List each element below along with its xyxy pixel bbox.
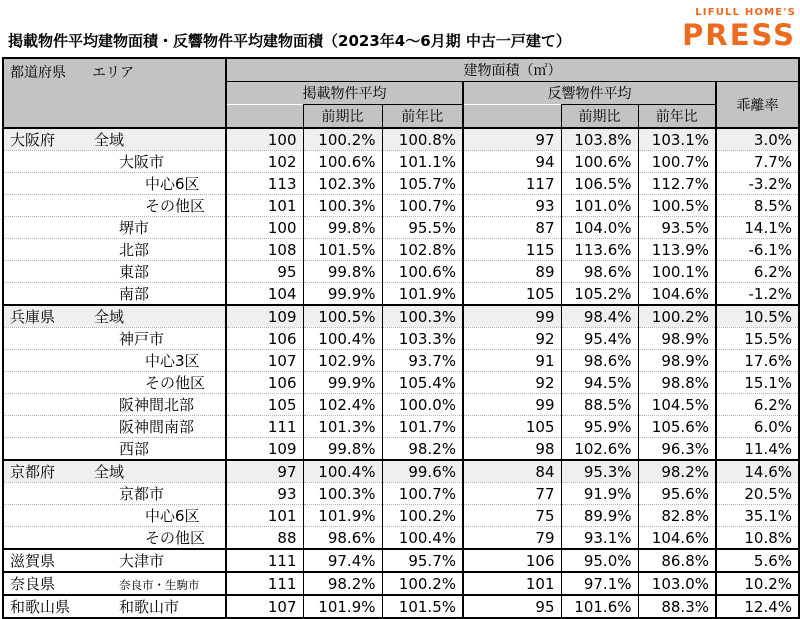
divergence-rate-value: 14.6% [716,460,799,483]
inquiry-avg-value: 115 [463,239,561,261]
inquiry-avg-value: 92 [463,372,561,394]
listed-qoq-value: 100.2% [303,128,382,151]
listed-avg-value: 101 [226,505,303,527]
listed-avg-value: 100 [226,217,303,239]
inquiry-qoq-value: 95.3% [561,460,638,483]
area-label: 南部 [119,285,150,303]
listed-avg-value: 108 [226,239,303,261]
area-label: 堺市 [119,219,150,237]
table-body [3,128,799,618]
listed-yoy-value: 101.7% [382,416,463,438]
listed-avg-value: 111 [226,416,303,438]
area-label: 東部 [119,263,150,281]
listed-yoy-header: 前年比 [382,105,463,129]
prefecture-area-cell [3,460,226,483]
inquiry-qoq-value: 95.9% [561,416,638,438]
prefecture-area-cell [3,350,226,372]
listed-qoq-value: 102.3% [303,173,382,195]
listed-qoq-value: 99.8% [303,261,382,283]
inquiry-avg-value: 101 [463,572,561,595]
table-row [3,283,799,306]
prefecture-label: 大阪府 [10,131,56,149]
prefecture-header-label: 都道府県 [10,65,66,81]
listed-qoq-value: 100.4% [303,460,382,483]
listed-yoy-value: 100.6% [382,261,463,283]
prefecture-area-cell [3,128,226,151]
inquiry-avg-value: 97 [463,128,561,151]
inquiry-qoq-value: 105.2% [561,283,638,306]
prefecture-area-cell [3,416,226,438]
listed-avg-value: 105 [226,394,303,416]
prefecture-area-cell [3,283,226,306]
listed-avg-value: 107 [226,350,303,372]
listed-yoy-value: 100.4% [382,527,463,550]
inquiry-avg-value: 75 [463,505,561,527]
area-label: 大阪市 [119,153,165,171]
prefecture-area-cell [3,483,226,505]
listed-yoy-value: 103.3% [382,328,463,350]
inquiry-yoy-value: 95.6% [638,483,716,505]
table-row [3,595,799,618]
inquiry-yoy-value: 103.1% [638,128,716,151]
listed-yoy-value: 100.7% [382,483,463,505]
table-row [3,328,799,350]
area-label: 全域 [94,131,125,149]
divergence-rate-value: 12.4% [716,595,799,618]
prefecture-area-cell [3,394,226,416]
listed-qoq-value: 101.9% [303,595,382,618]
listed-yoy-value: 100.7% [382,195,463,217]
prefecture-area-cell [3,195,226,217]
listed-qoq-value: 101.5% [303,239,382,261]
inquiry-yoy-value: 104.6% [638,527,716,550]
inquiry-avg-value: 99 [463,394,561,416]
divergence-rate-value: 10.5% [716,305,799,328]
listed-yoy-value: 100.3% [382,305,463,328]
inquiry-qoq-value: 103.8% [561,128,638,151]
divergence-rate-value: 6.2% [716,261,799,283]
table-row [3,173,799,195]
area-label: 北部 [119,241,150,259]
inquiry-yoy-value: 98.9% [638,350,716,372]
listed-qoq-value: 102.9% [303,350,382,372]
area-label: 中心6区 [145,175,200,193]
inquiry-qoq-value: 89.9% [561,505,638,527]
area-label: 全域 [94,463,125,481]
divergence-rate-value: 14.1% [716,217,799,239]
listed-qoq-value: 101.9% [303,505,382,527]
table-row [3,572,799,595]
inquiry-avg-value: 105 [463,416,561,438]
table-row [3,217,799,239]
divergence-rate-value: -6.1% [716,239,799,261]
listed-qoq-value: 100.4% [303,328,382,350]
listed-yoy-value: 100.8% [382,128,463,151]
table-row [3,239,799,261]
inquiry-qoq-value: 104.0% [561,217,638,239]
listed-yoy-value: 100.2% [382,572,463,595]
area-label: その他区 [145,197,206,215]
prefecture-label: 京都府 [10,463,56,481]
inquiry-yoy-value: 100.5% [638,195,716,217]
inquiry-yoy-value: 100.1% [638,261,716,283]
prefecture-area-cell [3,305,226,328]
prefecture-area-cell [3,595,226,618]
building-area-header: 建物面積（㎡） [226,58,799,82]
listed-avg-value: 97 [226,460,303,483]
inquiry-qoq-value: 95.4% [561,328,638,350]
listed-avg-value: 93 [226,483,303,505]
area-label: 中心6区 [145,507,200,525]
table-row [3,372,799,394]
inquiry-yoy-value: 104.5% [638,394,716,416]
inquiry-avg-value: 117 [463,173,561,195]
inquiry-avg-value: 87 [463,217,561,239]
area-label: 大津市 [119,552,165,570]
listed-qoq-value: 100.5% [303,305,382,328]
listed-avg-value: 109 [226,438,303,461]
table-row [3,438,799,461]
listed-qoq-value: 100.3% [303,195,382,217]
listed-avg-value: 111 [226,549,303,572]
area-label: 和歌山市 [119,598,180,616]
listed-yoy-value: 101.1% [382,151,463,173]
divergence-rate-value: 35.1% [716,505,799,527]
listed-avg-value: 111 [226,572,303,595]
inquiry-yoy-value: 93.5% [638,217,716,239]
inquiry-yoy-value: 86.8% [638,549,716,572]
inquiry-yoy-value: 98.9% [638,328,716,350]
table-row [3,460,799,483]
building-area-table [2,57,800,619]
inquiry-qoq-value: 94.5% [561,372,638,394]
inquiry-yoy-value: 98.8% [638,372,716,394]
divergence-rate-value: 8.5% [716,195,799,217]
table-header [3,58,799,128]
listed-yoy-value: 102.8% [382,239,463,261]
inquiry-avg-value: 79 [463,527,561,550]
inquiry-qoq-value: 97.1% [561,572,638,595]
inquiry-qoq-value: 102.6% [561,438,638,461]
prefecture-area-cell [3,151,226,173]
table-row [3,483,799,505]
inquiry-yoy-value: 82.8% [638,505,716,527]
prefecture-area-cell [3,549,226,572]
divergence-rate-value: 10.2% [716,572,799,595]
inquiry-avg-header: 反響物件平均 [463,82,716,105]
listed-yoy-value: 100.2% [382,505,463,527]
table-row [3,128,799,151]
listed-qoq-value: 100.3% [303,483,382,505]
inquiry-qoq-header: 前期比 [561,105,638,129]
prefecture-area-cell [3,239,226,261]
listed-yoy-value: 98.2% [382,438,463,461]
prefecture-area-cell [3,572,226,595]
inquiry-avg-value: 95 [463,595,561,618]
inquiry-qoq-value: 95.0% [561,549,638,572]
listed-qoq-value: 99.9% [303,372,382,394]
lifull-homes-press-logo [682,8,796,50]
inquiry-qoq-value: 101.0% [561,195,638,217]
divergence-rate-header: 乖離率 [716,82,799,129]
listed-yoy-value: 93.7% [382,350,463,372]
area-label: 阪神間北部 [119,396,195,414]
listed-yoy-value: 100.0% [382,394,463,416]
table-row [3,527,799,550]
table-row [3,394,799,416]
listed-yoy-value: 101.5% [382,595,463,618]
inquiry-yoy-value: 100.7% [638,151,716,173]
prefecture-area-cell [3,438,226,461]
listed-avg-value: 95 [226,261,303,283]
listed-avg-value: 100 [226,128,303,151]
prefecture-label: 兵庫県 [10,308,56,326]
prefecture-area-cell [3,261,226,283]
inquiry-qoq-value: 98.4% [561,305,638,328]
area-label: 京都市 [119,485,165,503]
area-label: その他区 [145,374,206,392]
inquiry-avg-value: 89 [463,261,561,283]
divergence-rate-value: 6.0% [716,416,799,438]
divergence-rate-value: 17.6% [716,350,799,372]
listed-qoq-value: 98.2% [303,572,382,595]
area-label: 全域 [94,308,125,326]
listed-yoy-value: 105.4% [382,372,463,394]
listed-avg-value: 104 [226,283,303,306]
inquiry-yoy-header: 前年比 [638,105,716,129]
inquiry-avg-value: 106 [463,549,561,572]
listed-yoy-value: 101.9% [382,283,463,306]
area-header-label: エリア [92,65,134,81]
listed-avg-value: 88 [226,527,303,550]
area-label: その他区 [145,529,206,547]
inquiry-avg-value: 84 [463,460,561,483]
inquiry-qoq-value: 98.6% [561,261,638,283]
inquiry-avg-value: 92 [463,328,561,350]
listed-avg-value: 106 [226,372,303,394]
divergence-rate-value: -3.2% [716,173,799,195]
divergence-rate-value: 15.5% [716,328,799,350]
listed-avg-value: 109 [226,305,303,328]
logo-brand-text: LIFULL HOME'S [695,7,796,18]
listed-qoq-value: 101.3% [303,416,382,438]
inquiry-avg-value: 105 [463,283,561,306]
inquiry-qoq-value: 113.6% [561,239,638,261]
inquiry-avg-value: 93 [463,195,561,217]
prefecture-area-cell [3,217,226,239]
inquiry-yoy-value: 103.0% [638,572,716,595]
table-row [3,350,799,372]
area-label: 西部 [119,440,150,458]
listed-yoy-value: 95.7% [382,549,463,572]
listed-qoq-value: 99.8% [303,217,382,239]
listed-qoq-value: 102.4% [303,394,382,416]
area-label: 阪神間南部 [119,418,195,436]
area-label: 奈良市・生駒市 [119,578,200,592]
listed-qoq-value: 99.8% [303,438,382,461]
inquiry-qoq-value: 106.5% [561,173,638,195]
table-row [3,195,799,217]
prefecture-area-cell [3,328,226,350]
page-title: 掲載物件平均建物面積・反響物件平均建物面積（2023年4～6月期 中古一戸建て） [8,32,571,50]
prefecture-area-cell [3,173,226,195]
inquiry-yoy-value: 100.2% [638,305,716,328]
prefecture-area-cell [3,505,226,527]
area-label: 中心3区 [145,352,200,370]
listed-avg-subheader-empty [226,105,303,129]
listed-qoq-value: 99.9% [303,283,382,306]
table-row [3,549,799,572]
divergence-rate-value: 15.1% [716,372,799,394]
inquiry-avg-subheader-empty [463,105,561,129]
listed-qoq-value: 100.6% [303,151,382,173]
inquiry-yoy-value: 105.6% [638,416,716,438]
listed-yoy-value: 99.6% [382,460,463,483]
prefecture-area-header [3,58,226,128]
prefecture-area-cell [3,527,226,550]
table-row [3,261,799,283]
table-row [3,151,799,173]
table-row [3,305,799,328]
listed-avg-value: 106 [226,328,303,350]
inquiry-qoq-value: 98.6% [561,350,638,372]
logo-press-text: PRESS [682,18,796,52]
divergence-rate-value: 20.5% [716,483,799,505]
inquiry-qoq-value: 101.6% [561,595,638,618]
prefecture-area-cell [3,372,226,394]
prefecture-label: 滋賀県 [10,552,56,570]
inquiry-avg-value: 91 [463,350,561,372]
table-row [3,505,799,527]
area-label: 神戸市 [119,330,165,348]
inquiry-yoy-value: 112.7% [638,173,716,195]
inquiry-avg-value: 94 [463,151,561,173]
inquiry-avg-value: 98 [463,438,561,461]
table-row [3,416,799,438]
inquiry-qoq-value: 93.1% [561,527,638,550]
divergence-rate-value: 7.7% [716,151,799,173]
divergence-rate-value: 11.4% [716,438,799,461]
listed-qoq-value: 98.6% [303,527,382,550]
inquiry-yoy-value: 104.6% [638,283,716,306]
divergence-rate-value: 3.0% [716,128,799,151]
listed-avg-value: 102 [226,151,303,173]
inquiry-yoy-value: 98.2% [638,460,716,483]
listed-qoq-value: 97.4% [303,549,382,572]
listed-yoy-value: 95.5% [382,217,463,239]
inquiry-qoq-value: 100.6% [561,151,638,173]
divergence-rate-value: 6.2% [716,394,799,416]
listed-avg-value: 113 [226,173,303,195]
listed-yoy-value: 105.7% [382,173,463,195]
prefecture-label: 奈良県 [10,575,56,593]
listed-avg-value: 107 [226,595,303,618]
inquiry-qoq-value: 91.9% [561,483,638,505]
inquiry-avg-value: 99 [463,305,561,328]
listed-avg-value: 101 [226,195,303,217]
listed-qoq-header: 前期比 [303,105,382,129]
inquiry-avg-value: 77 [463,483,561,505]
divergence-rate-value: 5.6% [716,549,799,572]
inquiry-yoy-value: 88.3% [638,595,716,618]
prefecture-label: 和歌山県 [10,598,71,616]
divergence-rate-value: 10.8% [716,527,799,550]
listed-avg-header: 掲載物件平均 [226,82,463,105]
inquiry-yoy-value: 113.9% [638,239,716,261]
inquiry-qoq-value: 88.5% [561,394,638,416]
divergence-rate-value: -1.2% [716,283,799,306]
inquiry-yoy-value: 96.3% [638,438,716,461]
